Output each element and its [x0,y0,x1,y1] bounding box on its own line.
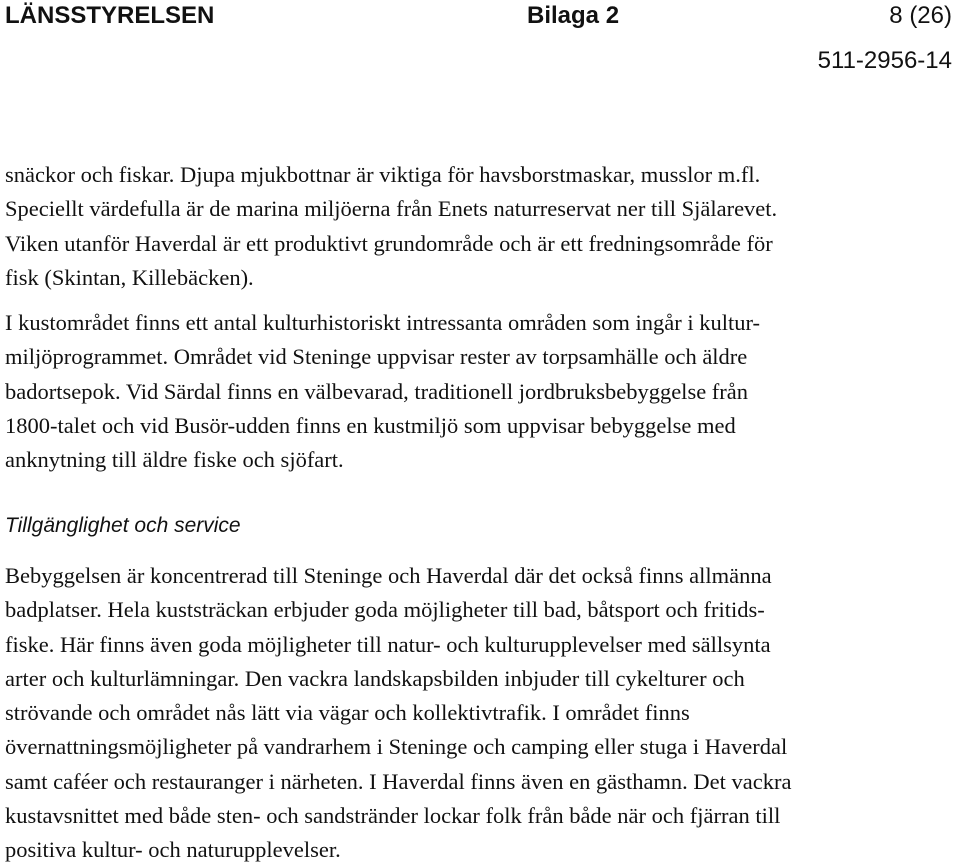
text-line: övernattningsmöjligheter på vandrarhem i Steninge och camping eller stuga i Haverdal [5,734,788,760]
reference-number: 511-2956-14 [817,47,952,74]
text-line: arter och kulturlämningar. Den vackra landskapsbilden inbjuder till cykelturer och [5,665,745,691]
text-line: snäckor och fiskar. Djupa mjukbottnar är viktiga för havsborstmaskar, musslor m.fl. [5,162,761,187]
paragraph-accessibility-service [5,559,950,868]
attachment-label: Bilaga 2 [527,2,620,29]
text-line: fisk (Skintan, Killebäcken). [5,264,254,290]
text-line: kustavsnittet med både sten- och sandstränder lockar folk från både när och fjärran till [5,803,781,829]
text-line: Speciellt värdefulla är de marina miljöerna från Enets naturreservat ner till Själarevet. [5,196,778,222]
text-line: I kustområdet finns ett antal kulturhistoriskt intressanta områden som ingår i kultur- [5,310,761,335]
text-line: 1800-talet och vid Busör-udden finns en kustmiljö som uppvisar bebyggelse med [5,412,736,438]
text-line: samt caféer och restauranger i närheten. I Haverdal finns även en gästhamn. Det vackra [5,768,792,794]
page-number: 8 (26) [889,2,952,29]
paragraph-marine-environment [5,158,950,295]
text-line: Bebyggelsen är koncentrerad till Steninge och Haverdal där det också finns allmänna [5,563,772,588]
section-heading: Tillgänglighet och service [5,514,241,537]
text-line: fiske. Här finns även goda möjligheter till natur- och kulturupplevelser med sällsynta [5,631,771,657]
text-line: Viken utanför Haverdal är ett produktivt grundområde och är ett fredningsområde för [5,230,773,256]
text-line: strövande och området nås lätt via vägar och kollektivtrafik. I området finns [5,700,690,726]
paragraph-cultural-history [5,306,950,477]
text-line: badortsepok. Vid Särdal finns en välbevarad, traditionell jordbruksbebyggelse från [5,378,749,404]
text-line: miljöprogrammet. Området vid Steninge uppvisar rester av torpsamhälle och äldre [5,344,748,370]
organization-name: LÄNSSTYRELSEN [5,2,215,29]
text-line: positiva kultur- och naturupplevelser. [5,837,341,863]
text-line: anknytning till äldre fiske och sjöfart. [5,447,344,473]
text-line: badplatser. Hela kuststräckan erbjuder goda möjligheter till bad, båtsport och fritids- [5,597,765,623]
